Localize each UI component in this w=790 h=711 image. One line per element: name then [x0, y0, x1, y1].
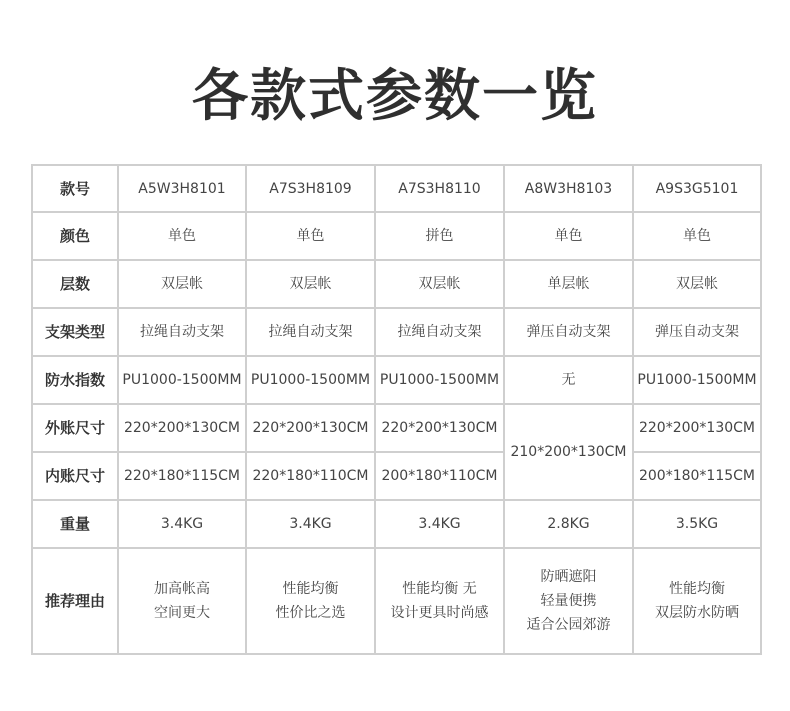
cell-reason: 性能均衡 无 设计更具时尚感: [375, 548, 504, 654]
cell-merged-size: 210*200*130CM: [504, 404, 633, 500]
row-layers: [32, 260, 761, 308]
row-label-waterproof: 防水指数: [32, 356, 118, 404]
cell-frame: 拉绳自动支架: [375, 308, 504, 356]
row-label-inner-size: 内账尺寸: [32, 452, 118, 500]
cell-waterproof: PU1000-1500MM: [633, 356, 761, 404]
row-label-color: 颜色: [32, 212, 118, 260]
cell-waterproof: PU1000-1500MM: [246, 356, 375, 404]
cell-outer-size: 220*200*130CM: [375, 404, 504, 452]
cell-layers: 双层帐: [246, 260, 375, 308]
row-waterproof: [32, 356, 761, 404]
cell-waterproof: 无: [504, 356, 633, 404]
cell-outer-size: 220*200*130CM: [246, 404, 375, 452]
cell-model: A9S3G5101: [633, 165, 761, 212]
cell-inner-size: 220*180*110CM: [246, 452, 375, 500]
cell-weight: 2.8KG: [504, 500, 633, 548]
cell-waterproof: PU1000-1500MM: [118, 356, 246, 404]
cell-model: A8W3H8103: [504, 165, 633, 212]
row-label-outer-size: 外账尺寸: [32, 404, 118, 452]
row-inner-size: [32, 452, 761, 500]
cell-outer-size: 220*200*130CM: [633, 404, 761, 452]
row-label-model: 款号: [32, 165, 118, 212]
cell-inner-size: 200*180*115CM: [633, 452, 761, 500]
row-label-reason: 推荐理由: [32, 548, 118, 654]
cell-model: A7S3H8110: [375, 165, 504, 212]
row-label-layers: 层数: [32, 260, 118, 308]
page-title: 各款式参数一览: [192, 64, 598, 129]
row-frame: [32, 308, 761, 356]
cell-weight: 3.4KG: [246, 500, 375, 548]
cell-layers: 双层帐: [633, 260, 761, 308]
cell-color: 单色: [118, 212, 246, 260]
cell-color: 单色: [633, 212, 761, 260]
cell-model: A7S3H8109: [246, 165, 375, 212]
cell-color: 拼色: [375, 212, 504, 260]
cell-reason: 防晒遮阳 轻量便携 适合公园郊游: [504, 548, 633, 654]
cell-layers: 双层帐: [375, 260, 504, 308]
cell-waterproof: PU1000-1500MM: [375, 356, 504, 404]
cell-weight: 3.4KG: [375, 500, 504, 548]
row-weight: [32, 500, 761, 548]
row-label-frame: 支架类型: [32, 308, 118, 356]
cell-model: A5W3H8101: [118, 165, 246, 212]
cell-weight: 3.5KG: [633, 500, 761, 548]
row-reason: [32, 548, 761, 654]
cell-reason: 性能均衡 双层防水防晒: [633, 548, 761, 654]
cell-layers: 双层帐: [118, 260, 246, 308]
cell-outer-size: 220*200*130CM: [118, 404, 246, 452]
cell-frame: 拉绳自动支架: [118, 308, 246, 356]
cell-frame: 弹压自动支架: [504, 308, 633, 356]
row-outer-size: [32, 404, 761, 452]
row-color: [32, 212, 761, 260]
cell-reason: 性能均衡 性价比之选: [246, 548, 375, 654]
cell-layers: 单层帐: [504, 260, 633, 308]
cell-color: 单色: [246, 212, 375, 260]
cell-frame: 弹压自动支架: [633, 308, 761, 356]
cell-inner-size: 200*180*110CM: [375, 452, 504, 500]
cell-inner-size: 220*180*115CM: [118, 452, 246, 500]
cell-reason: 加高帐高 空间更大: [118, 548, 246, 654]
cell-color: 单色: [504, 212, 633, 260]
row-label-weight: 重量: [32, 500, 118, 548]
spec-table: [31, 164, 762, 655]
cell-frame: 拉绳自动支架: [246, 308, 375, 356]
row-model: [32, 165, 761, 212]
cell-weight: 3.4KG: [118, 500, 246, 548]
